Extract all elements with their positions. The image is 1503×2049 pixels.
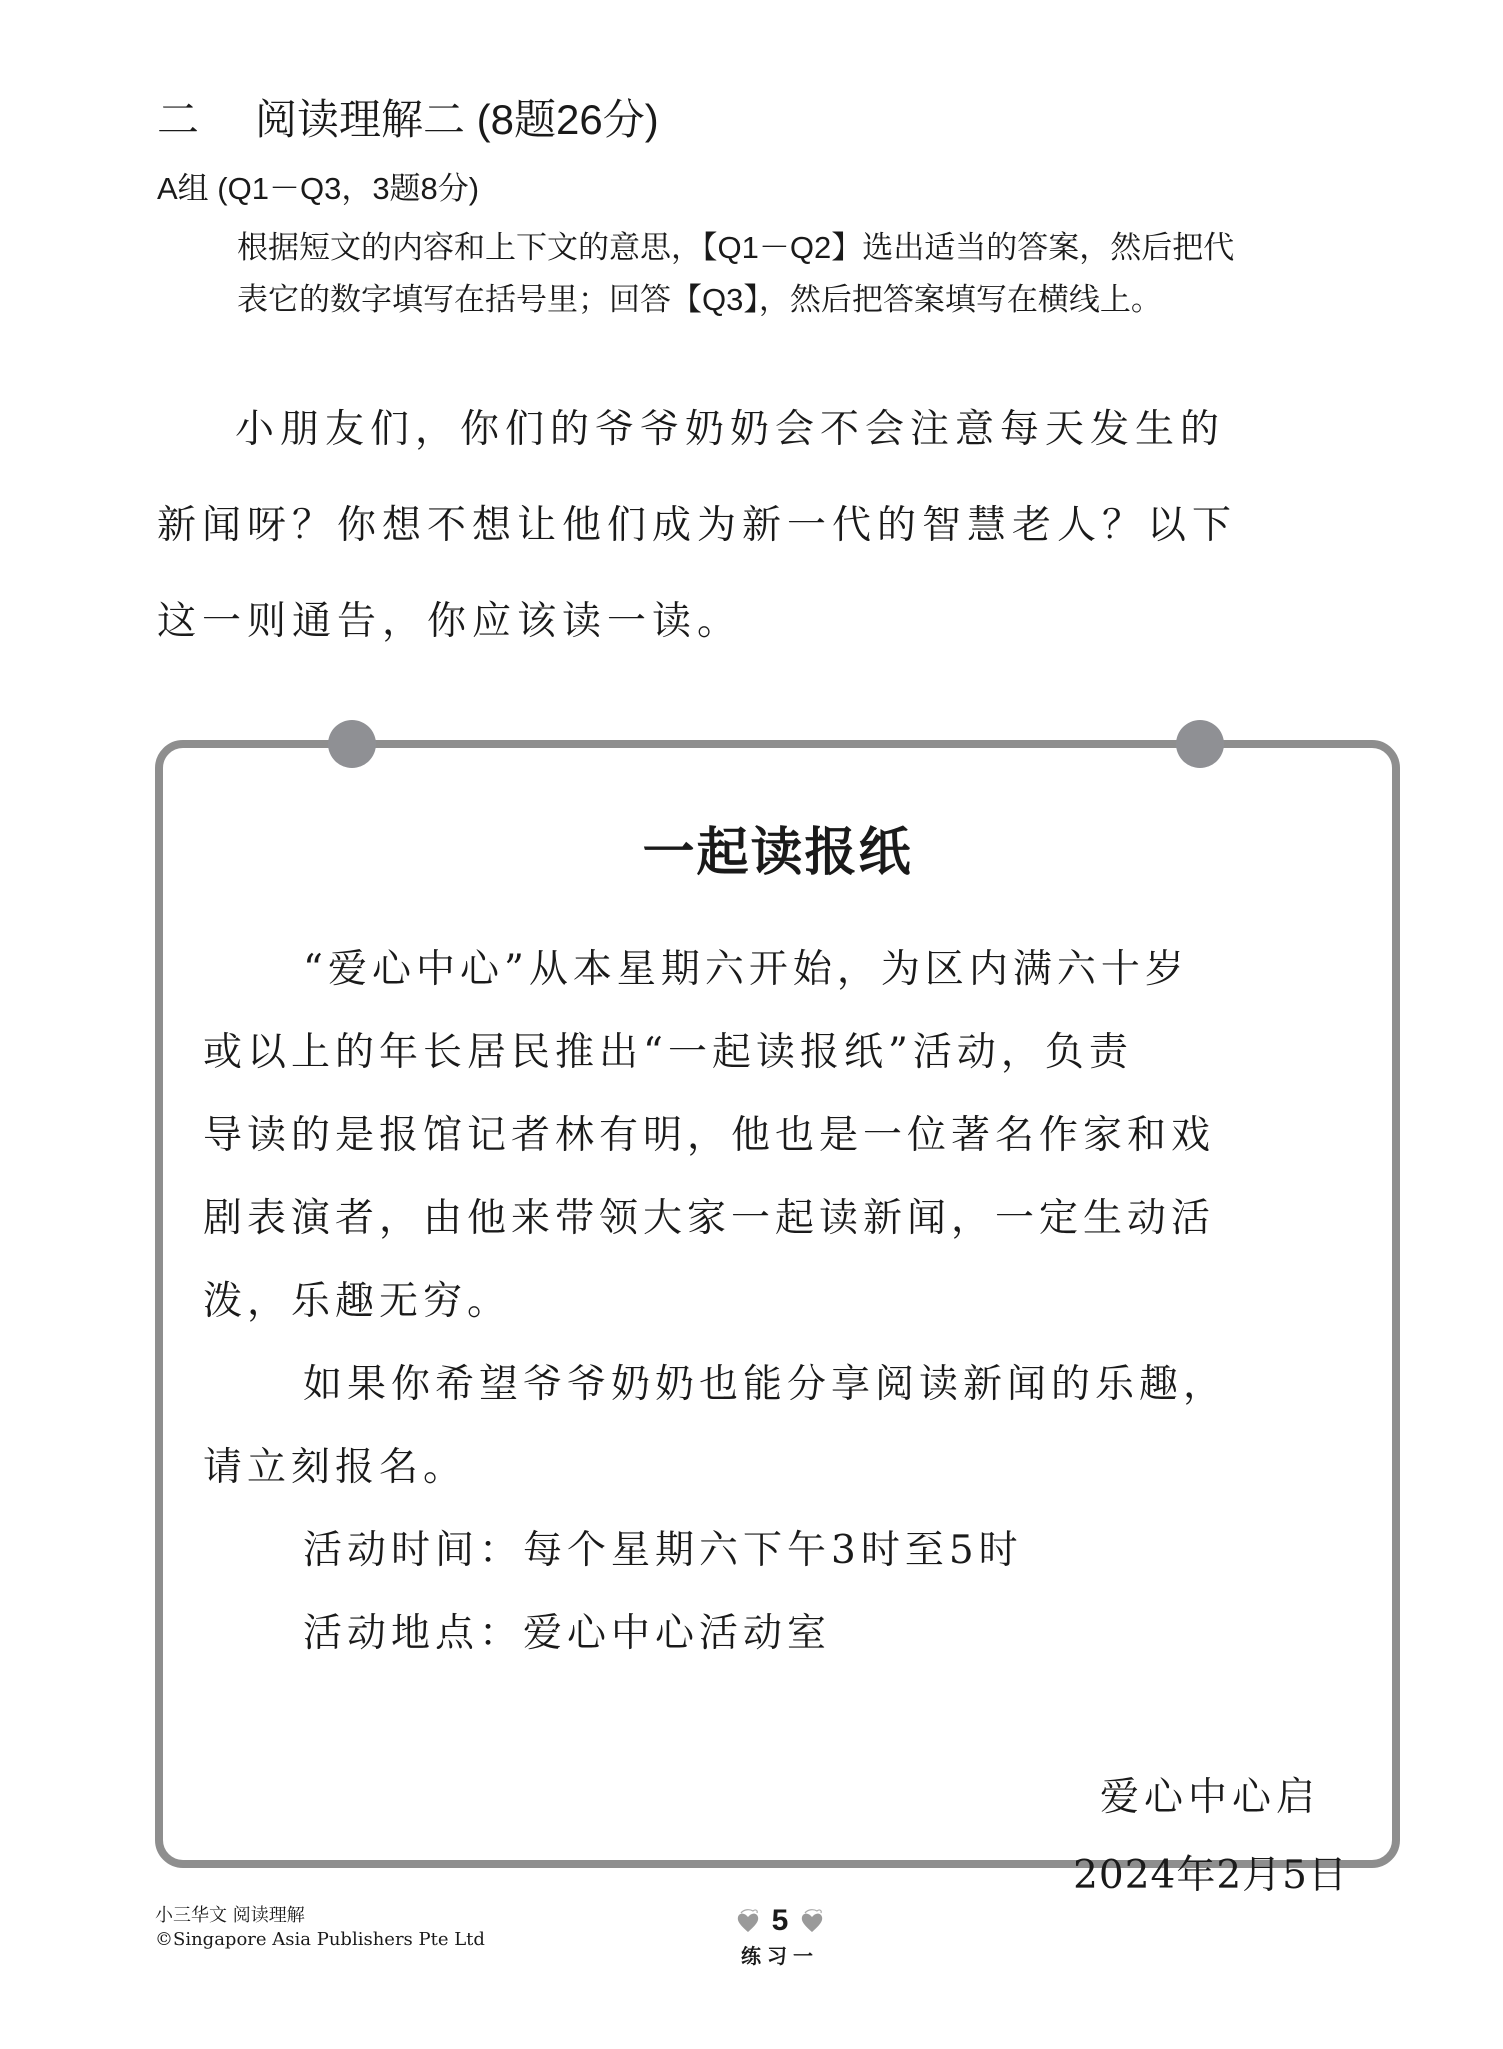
- pin-left-icon: [328, 720, 376, 768]
- copyright: ©Singapore Asia Publishers Pte Ltd: [155, 1929, 485, 1950]
- page-number: 5: [771, 1904, 789, 1937]
- heart-icon: [736, 1908, 760, 1934]
- notice-line: “爱心中心”从本星期六开始，为区内满六十岁: [303, 947, 1189, 992]
- notice-date: 2024年2月5日: [1073, 1853, 1348, 1898]
- section-heading: [157, 92, 659, 148]
- notice-title: 一起读报纸: [642, 824, 913, 882]
- notice-line: 剧表演者，由他来带领大家一起读新闻，一定生动活: [203, 1196, 1216, 1241]
- heart-icon: [800, 1908, 824, 1934]
- notice-line: 或以上的年长居民推出“一起读报纸”活动，负责: [203, 1030, 1133, 1075]
- notice-line: 如果你希望爷爷奶奶也能分享阅读新闻的乐趣，: [303, 1362, 1228, 1407]
- instructions: [237, 222, 1417, 326]
- instruction-line: 根据短文的内容和上下文的意思，【Q1－Q2】选出适当的答案，然后把代: [237, 230, 1235, 265]
- group-label: A组 (Q1－Q3，3题8分): [157, 171, 480, 206]
- intro-line: 新闻呀？你想不想让他们成为新一代的智慧老人？以下: [157, 503, 1238, 548]
- notice-line: 导读的是报馆记者林有明，他也是一位著名作家和戏: [203, 1113, 1216, 1158]
- instruction-line: 表它的数字填写在括号里；回答【Q3】，然后把答案填写在横线上。: [237, 282, 1162, 317]
- footer-center: [700, 1904, 860, 1970]
- notice-body: [203, 928, 1383, 1675]
- notice-line: 请立刻报名。: [203, 1445, 468, 1490]
- intro-line: 小朋友们，你们的爷爷奶奶会不会注意每天发生的: [235, 407, 1226, 452]
- pin-right-icon: [1176, 720, 1224, 768]
- notice-box: [155, 740, 1400, 1898]
- intro-paragraph: [157, 382, 1427, 670]
- exercise-label: 练习一: [741, 1944, 819, 1968]
- book-title: 小三华文 阅读理解: [155, 1905, 305, 1926]
- notice-line: 泼，乐趣无穷。: [203, 1279, 512, 1324]
- page-number-row: [700, 1904, 860, 1938]
- footer-left: [155, 1904, 485, 1952]
- notice-signoff: 爱心中心启: [1099, 1775, 1320, 1820]
- activity-time: 活动时间：每个星期六下午3时至5时: [303, 1528, 1023, 1573]
- section-title: 阅读理解二 (8题26分): [255, 96, 659, 143]
- activity-place: 活动地点：爱心中心活动室: [303, 1611, 832, 1656]
- intro-line: 这一则通告，你应该读一读。: [157, 599, 743, 644]
- section-number: 二: [157, 96, 200, 143]
